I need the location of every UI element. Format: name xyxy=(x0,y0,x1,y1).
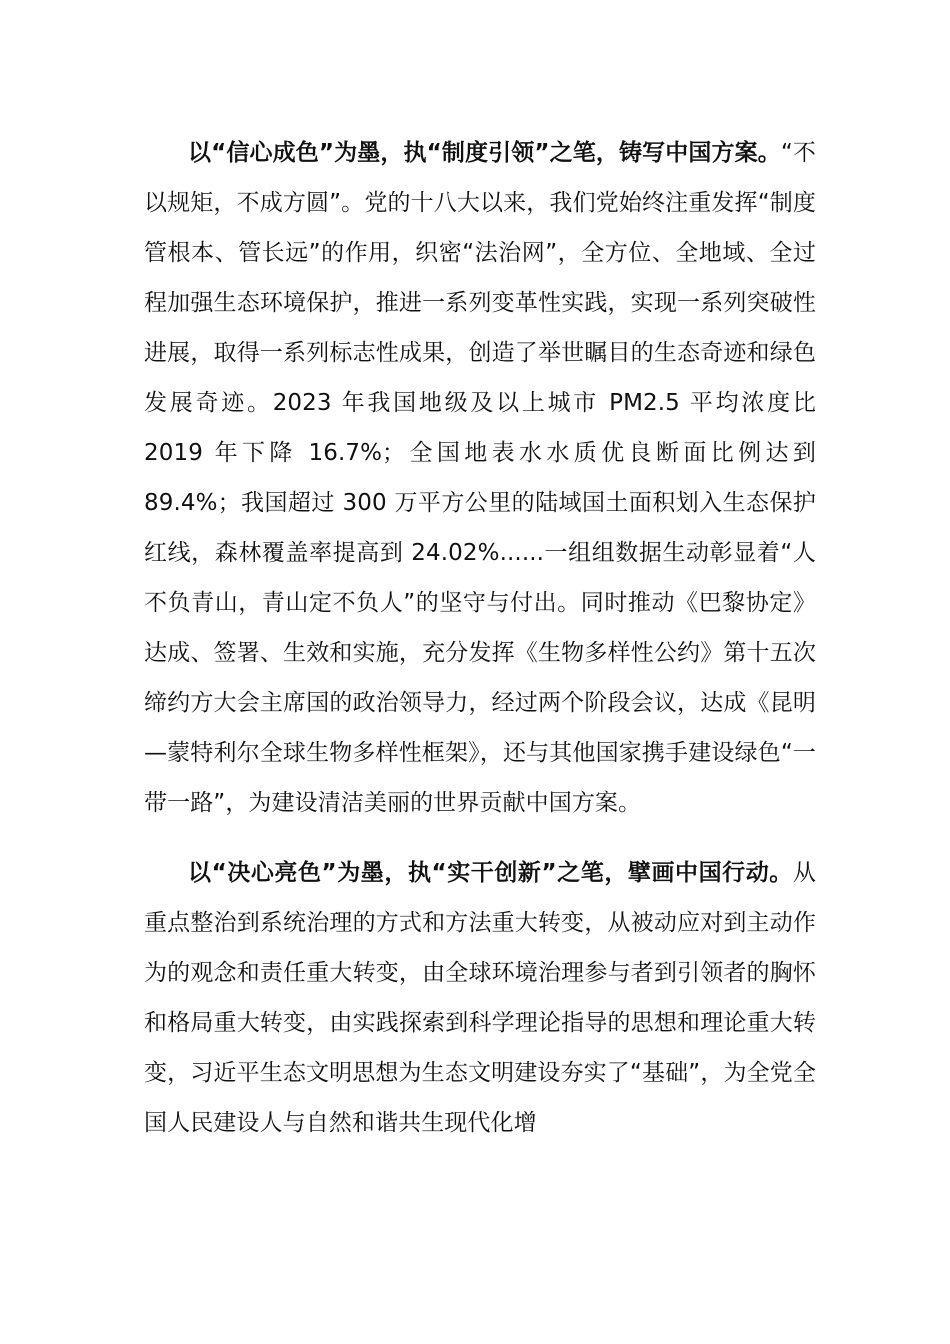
paragraph-lead-heading: 以“决心亮色”为墨，执“实干创新”之笔，擘画中国行动。 xyxy=(188,860,793,886)
paragraph-body-text: 从重点整治到系统治理的方式和方法重大转变，从被动应对到主动作为的观念和责任重大转变，由全球环境治理参与者到引领者的胸怀和格局重大转变，由实践探索到科学理论指导的思想和理论重大转变，习近平生态文明思想为生态文明建设夯实了“基础”，为全党全国人民建设人与自然和谐共生现代化增 xyxy=(144,860,816,1136)
paragraph-confidence xyxy=(144,128,816,828)
paragraph-determination xyxy=(144,848,816,1148)
document-body xyxy=(144,128,816,1148)
paragraph-lead-heading: 以“信心成色”为墨，执“制度引领”之笔，铸写中国方案。 xyxy=(188,140,781,166)
paragraph-body-text: “不以规矩，不成方圆”。党的十八大以来，我们党始终注重发挥“制度管根本、管长远”的作用，织密“法治网”，全方位、全地域、全过程加强生态环境保护，推进一系列变革性实践，实现一系列突破性进展，取得一系列标志性成果，创造了举世瞩目的生态奇迹和绿色发展奇迹。2023 年我国地级及以上城市 PM2.5 平均浓度比 2019 年下降 16.7%；全国地表水水质优良断面比例达到 89.4%；我国超过 300 万平方公里的陆域国土面积划入生态保护红线，森林覆盖率提高到 24.02%......一组组数据生动彰显着“人不负青山，青山定不负人”的坚守与付出。同时推动《巴黎协定》达成、签署、生效和实施，充分发挥《生物多样性公约》第十五次缔约方大会主席国的政治领导力，经过两个阶段会议，达成《昆明—蒙特利尔全球生物多样性框架》，还与其他国家携手建设绿色“一带一路”，为建设清洁美丽的世界贡献中国方案。 xyxy=(144,140,816,816)
